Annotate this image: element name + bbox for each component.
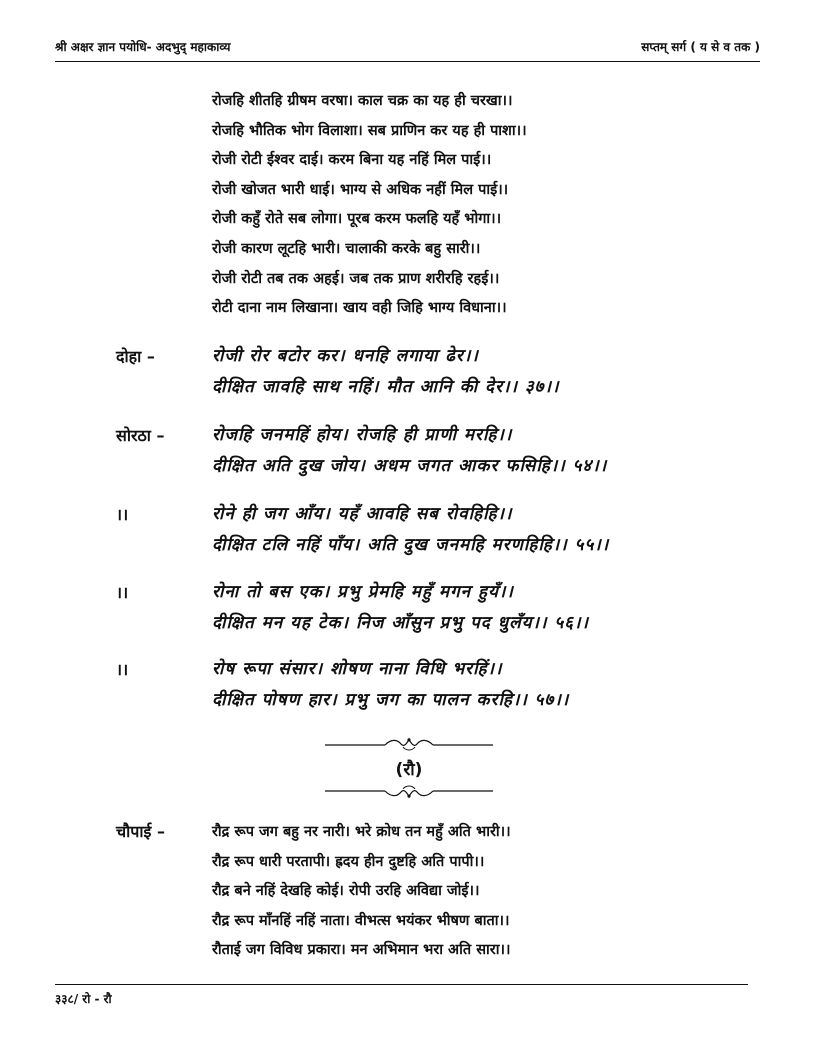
verse-type-label: चौपाई – [116,822,165,841]
verse-line: रौद्र रूप माँनहिं नहिं नाता। वीभत्स भयंकर भीषण बाता।। [212,912,510,929]
couplet-line: रोने ही जग आँय। यहँ आवहि सब रोवहिहि।। [212,504,513,524]
verse-type-label: सोरठा – [116,426,165,445]
chaupai-block-2 [212,821,511,969]
verse-type-label: ।। [116,583,129,602]
couplet-line: रोष रूपा संसार। शोषण नाना विधि भरहिं।। [212,659,503,679]
couplet-line: रोजहि जनमहिं होय। रोजहि ही प्राणी मरहि।। [212,425,513,445]
verse-line: रौताई जग विविध प्रकारा। मन अभिमान भरा अति सारा।। [212,942,511,959]
couplet-lines [212,422,607,484]
bottom-ornament-divider [325,781,493,801]
header-rule [55,61,760,62]
verse-line: रोजी खोजत भारी धाई। भाग्य से अधिक नहीं मिल पाई।। [212,181,509,198]
couplet-line: दीक्षित टलि नहिं पाँय। अति दुख जनमहि मरणहिहि।। ५५।। [212,535,610,555]
chaupai-block-1 [212,90,527,327]
couplet-line: रोजी रोर बटोर कर। धनहि लगाया ढेर।। [212,346,479,366]
verse-type-label: ।। [116,505,129,524]
verse-type-label: ।। [116,660,129,679]
couplet-line: दीक्षित जावहि साथ नहिं। मौत आनि की देर।। ३७।। [212,377,560,397]
section-heading: (रौ) [395,760,423,780]
book-title: श्री अक्षर ज्ञान पयोधि- अदभुद् महाकाव्य [55,40,231,54]
verse-line: रोजी कहुँ रोते सब लोगा। पूरब करम फलहि यहँ भोगा।। [212,211,502,228]
verse-line: रौद्र रूप जग बहु नर नारी। भरे क्रोध तन महुँ अति भारी।। [212,824,511,840]
page-header [55,38,760,55]
page-number: ३३८/ रो - रौ [55,992,112,1006]
chapter-title: सप्तम् सर्ग ( य से व तक ) [641,40,760,54]
footer-rule [55,984,748,985]
verse-line: रौद्र रूप धारी परतापी। ह्रदय हीन दुष्टहि अति पापी।। [212,853,485,870]
couplet-line: रोना तो बस एक। प्रभु प्रेमहि महुँ मगन हुयँ।। [212,582,514,602]
verse-line: रौद्र बने नहिं देखहि कोई। रोपी उरहि अविद्या जोई।। [212,883,480,900]
couplet-lines [212,656,569,718]
verse-line: रोजी कारण लूटहि भारी। चालाकी करके बहु सारी।। [212,240,481,257]
couplet-lines [212,343,559,405]
verse-type-label: दोहा – [116,347,155,366]
verse-line: रोजी रोटी तब तक अहई। जब तक प्राण शरीरहि रहई।। [212,270,500,287]
verse-line: रोजहि भौतिक भोग विलाशा। सब प्राणिन कर यह ही पाशा।। [212,122,527,139]
couplet-lines [212,579,589,641]
top-ornament-divider [325,735,493,755]
couplet-line: दीक्षित पोषण हार। प्रभु जग का पालन करहि।। ५७।। [212,690,570,710]
verse-line: रोजी रोटी ईश्वर दाई। करम बिना यह नहिं मिल पाई।। [212,152,492,169]
couplet-lines [212,501,609,563]
verse-line: रोजहि शीतहि ग्रीषम वरषा। काल चक्र का यह ही चरखा।। [212,93,513,109]
couplet-line: दीक्षित मन यह टेक। निज आँसुन प्रभु पद धुलँय।। ५६।। [212,613,589,633]
couplet-line: दीक्षित अति दुख जोय। अधम जगत आकर फसिहि।। ५४।। [212,456,608,476]
verse-line: रोटी दाना नाम लिखाना। खाय वही जिहि भाग्य विधाना।। [212,300,507,317]
